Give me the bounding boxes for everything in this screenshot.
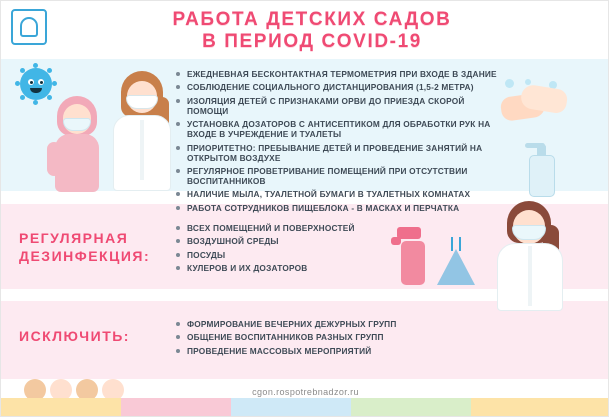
woman-in-mask-illustration [491,201,571,311]
rospotrebnadzor-logo [11,9,47,45]
list-item: СОБЛЮДЕНИЕ СОЦИАЛЬНОГО ДИСТАНЦИРОВАНИЯ (1,5-2 МЕТРА) [176,82,506,92]
exclude-list [176,319,456,359]
title-line-1: РАБОТА ДЕТСКИХ САДОВ [172,9,452,30]
list-item: КУЛЕРОВ И ИХ ДОЗАТОРОВ [176,263,436,273]
list-item: УСТАНОВКА ДОЗАТОРОВ С АНТИСЕПТИКОМ ДЛЯ ОБРАБОТКИ РУК НА ВХОДЕ В УЧРЕЖДЕНИЕ И ТУАЛЕТЫ [176,119,506,139]
list-item: ФОРМИРОВАНИЕ ВЕЧЕРНИХ ДЕЖУРНЫХ ГРУПП [176,319,456,329]
chemical-flask-illustration [433,237,479,287]
disinfection-list [176,223,436,277]
footer-stripe-5 [471,398,609,416]
footer-stripe-1 [1,398,121,416]
washing-hands-illustration [501,79,577,133]
footer-stripe-4 [351,398,471,416]
title-line-2: В ПЕРИОД COVID-19 [202,31,422,52]
list-item: РЕГУЛЯРНОЕ ПРОВЕТРИВАНИЕ ПОМЕЩЕНИЙ ПРИ ОТСУТСТВИИ ВОСПИТАННИКОВ [176,166,506,186]
list-item: ВСЕХ ПОМЕЩЕНИЙ И ПОВЕРХНОСТЕЙ [176,223,436,233]
main-measures-list [176,69,506,216]
list-item: ОБЩЕНИЕ ВОСПИТАННИКОВ РАЗНЫХ ГРУПП [176,332,456,342]
female-doctor-illustration [109,71,175,191]
list-item: РАБОТА СОТРУДНИКОВ ПИЩЕБЛОКА - В МАСКАХ И ПЕРЧАТКА [176,203,506,213]
list-item: ЕЖЕДНЕВНАЯ БЕСКОНТАКТНАЯ ТЕРМОМЕТРИЯ ПРИ ВХОДЕ В ЗДАНИЕ [176,69,506,79]
list-item: НАЛИЧИЕ МЫЛА, ТУАЛЕТНОЙ БУМАГИ В ТУАЛЕТНЫХ КОМНАТАХ [176,189,506,199]
footer-stripe-2 [121,398,231,416]
page-title [97,9,527,53]
list-item: ИЗОЛЯЦИЯ ДЕТЕЙ С ПРИЗНАКАМИ ОРВИ ДО ПРИЕЗДА СКОРОЙ ПОМОЩИ [176,96,506,116]
girl-with-mask-illustration [49,96,107,192]
list-item: ВОЗДУШНОЙ СРЕДЫ [176,236,436,246]
footer-stripe-3 [231,398,351,416]
list-item: ПРИОРИТЕТНО: ПРЕБЫВАНИЕ ДЕТЕЙ И ПРОВЕДЕНИЕ ЗАНЯТИЙ НА ОТКРЫТОМ ВОЗДУХЕ [176,143,506,163]
footer-site-url: cgon.rospotrebnadzor.ru [252,387,359,397]
list-item: ПРОВЕДЕНИЕ МАССОВЫХ МЕРОПРИЯТИЙ [176,346,456,356]
footer-color-bar [1,398,609,416]
sanitizer-dispenser-illustration [521,141,565,197]
list-item: ПОСУДЫ [176,250,436,260]
exclude-heading: ИСКЛЮЧИТЬ: [19,328,130,344]
disinfection-heading: РЕГУЛЯРНАЯ ДЕЗИНФЕКЦИЯ: [19,230,151,264]
